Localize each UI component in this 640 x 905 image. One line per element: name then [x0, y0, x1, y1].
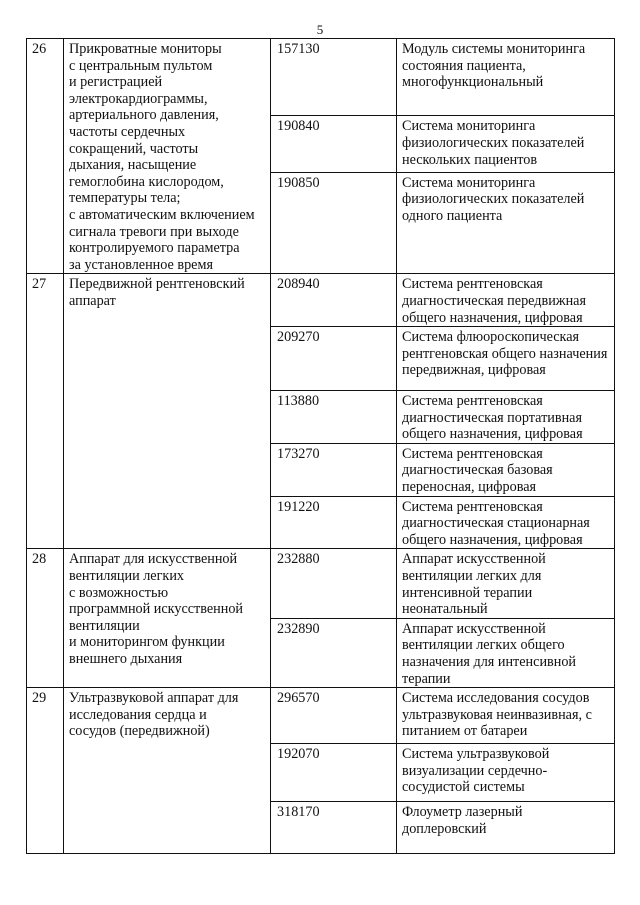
product-code: 232890	[271, 618, 397, 687]
equipment-name-line: вентиляции	[69, 617, 140, 634]
product-code: 157130	[271, 39, 397, 116]
table-row	[27, 39, 615, 116]
equipment-name-line: аппарат	[69, 292, 116, 309]
equipment-name-line: электрокардиограммы,	[69, 90, 208, 107]
product-code: 318170	[271, 802, 397, 854]
row-number: 29	[27, 688, 64, 854]
product-code: 192070	[271, 744, 397, 802]
equipment-name	[64, 549, 271, 688]
product-description: Система рентгеновская диагностическая передвижная общего назначения, цифровая	[397, 274, 615, 327]
product-description: Система мониторинга физиологических показателей одного пациента	[397, 172, 615, 274]
product-code: 190850	[271, 172, 397, 274]
equipment-name-line: температуры тела;	[69, 190, 181, 207]
equipment-table	[26, 38, 615, 854]
equipment-name-line: программной искусственной	[69, 601, 244, 618]
equipment-name-line: гемоглобина кислородом,	[69, 173, 224, 190]
product-description: Флоуметр лазерный доплеровский	[397, 802, 615, 854]
equipment-name	[64, 274, 271, 549]
equipment-name-line: с автоматическим включением	[69, 206, 255, 223]
table-row	[27, 274, 615, 327]
table-body	[27, 39, 615, 854]
table-row	[27, 549, 615, 618]
product-description: Система ультразвуковой визуализации сердечно-сосудистой системы	[397, 744, 615, 802]
page-number: 5	[316, 22, 324, 37]
product-code: 173270	[271, 443, 397, 496]
equipment-name-line: Аппарат для искусственной	[69, 551, 238, 568]
equipment-name-line: сигнала тревоги при выходе	[69, 223, 239, 240]
equipment-name-line: вентиляции легких	[69, 568, 185, 585]
product-code: 209270	[271, 327, 397, 391]
product-description: Система рентгеновская диагностическая стационарная общего назначения, цифровая	[397, 496, 615, 549]
equipment-name-line: Ультразвуковой аппарат для	[69, 690, 239, 707]
product-description: Система флюороскопическая рентгеновская общего назначения передвижная, цифровая	[397, 327, 615, 391]
equipment-name-line: и регистрацией	[69, 74, 163, 91]
product-description: Аппарат искусственной вентиляции легких для интенсивной терапии неонатальный	[397, 549, 615, 618]
equipment-name-line: внешнего дыхания	[69, 651, 183, 667]
product-description: Система рентгеновская диагностическая базовая переносная, цифровая	[397, 443, 615, 496]
equipment-name	[64, 688, 271, 854]
equipment-name-line: артериального давления,	[69, 107, 219, 124]
product-description: Аппарат искусственной вентиляции легких общего назначения для интенсивной терапии	[397, 618, 615, 687]
equipment-name-line: частоты сердечных	[69, 123, 186, 140]
product-description: Система исследования сосудов ультразвуковая неинвазивная, с питанием от батареи	[397, 688, 615, 744]
row-number: 28	[27, 549, 64, 688]
product-code: 232880	[271, 549, 397, 618]
product-description: Система рентгеновская диагностическая портативная общего назначения, цифровая	[397, 391, 615, 444]
product-code: 296570	[271, 688, 397, 744]
equipment-name-line: с возможностью	[69, 584, 169, 601]
equipment-name-line: Прикроватные мониторы	[69, 41, 222, 57]
equipment-name	[64, 39, 271, 274]
equipment-name-line: контролируемого параметра	[69, 240, 240, 257]
equipment-name-line: Передвижной рентгеновский	[69, 276, 245, 293]
product-code: 191220	[271, 496, 397, 549]
equipment-name-line: за установленное время	[69, 256, 213, 273]
equipment-name-line: сосудов (передвижной)	[69, 723, 210, 740]
equipment-name-line: сокращений, частоты	[69, 140, 199, 157]
product-code: 208940	[271, 274, 397, 327]
product-code: 190840	[271, 116, 397, 172]
equipment-name-line: и мониторингом функции	[69, 634, 225, 651]
row-number: 26	[27, 39, 64, 274]
table-row	[27, 688, 615, 744]
equipment-name-line: дыхания, насыщение	[69, 157, 197, 174]
equipment-name-line: с центральным пультом	[69, 57, 213, 74]
product-description: Система мониторинга физиологических показателей нескольких пациентов	[397, 116, 615, 172]
product-description: Модуль системы мониторинга состояния пациента, многофункциональный	[397, 39, 615, 116]
equipment-name-line: исследования сердца и	[69, 706, 207, 723]
product-code: 113880	[271, 391, 397, 444]
row-number: 27	[27, 274, 64, 549]
